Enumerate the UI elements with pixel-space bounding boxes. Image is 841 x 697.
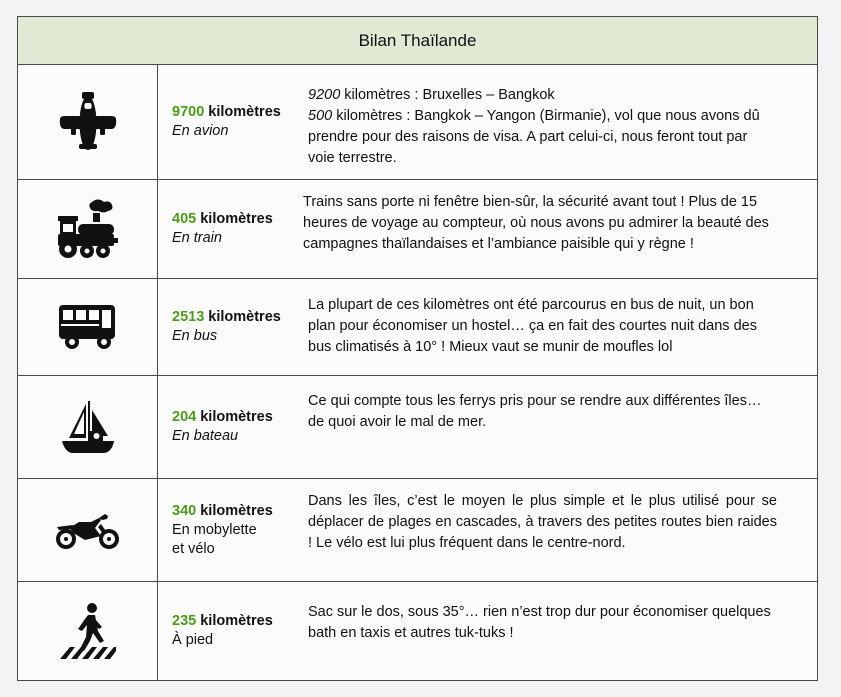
distance-unit: kilomètres bbox=[200, 409, 273, 425]
table-row-plane bbox=[18, 65, 817, 180]
table-title-text: Bilan Thaïlande bbox=[358, 30, 477, 50]
leg-route: kilomètres : Bangkok – Yangon (Birmanie), vol que nous avons dû prendre pour des raisons de visa. A part celui-ci, nous feront tout par voie terrestre. bbox=[308, 108, 760, 166]
travel-summary-table bbox=[17, 16, 818, 681]
distance bbox=[172, 408, 288, 427]
distance-value: 2513 bbox=[172, 309, 205, 325]
distance-unit: kilomètres bbox=[208, 104, 281, 120]
leg-route: kilomètres : Bruxelles – Bangkok bbox=[340, 87, 555, 103]
distance-value: 340 bbox=[172, 502, 197, 519]
distance bbox=[172, 210, 288, 229]
transport-mode: et vélo bbox=[172, 540, 215, 557]
table-title bbox=[18, 17, 817, 65]
distance bbox=[172, 612, 288, 631]
icon-cell bbox=[18, 180, 158, 278]
km-cell bbox=[158, 180, 288, 278]
distance-value: 9700 bbox=[172, 104, 205, 120]
transport-mode: En bateau bbox=[172, 428, 239, 444]
table-row-boat bbox=[18, 376, 817, 479]
km-cell bbox=[158, 65, 288, 179]
table-row-walk bbox=[18, 582, 817, 680]
icon-cell bbox=[18, 582, 158, 680]
km-cell bbox=[158, 279, 288, 375]
motorbike-icon bbox=[55, 510, 121, 550]
description: La plupart de ces kilomètres ont été parcourus en bus de nuit, un bon plan pour économiser un hostel… ça en fait des courtes nuit dans des bus climatisés à 10° ! Mieux vaut se munir de moufles lol bbox=[308, 297, 757, 355]
description-cell bbox=[288, 582, 817, 680]
km-cell bbox=[158, 479, 288, 581]
description bbox=[308, 85, 777, 169]
description-cell bbox=[288, 65, 817, 179]
distance-value: 204 bbox=[172, 409, 197, 425]
transport-mode: En avion bbox=[172, 123, 229, 139]
distance bbox=[172, 502, 288, 521]
icon-cell bbox=[18, 279, 158, 375]
plane-icon bbox=[55, 89, 121, 155]
bus-icon bbox=[57, 302, 119, 352]
pedestrian-icon bbox=[60, 601, 116, 661]
leg-distance: 9200 bbox=[308, 87, 341, 103]
distance-unit: kilomètres bbox=[208, 309, 281, 325]
table-row-train bbox=[18, 180, 817, 279]
transport-mode: En mobylette bbox=[172, 521, 257, 538]
description-cell bbox=[288, 479, 817, 581]
distance-unit: kilomètres bbox=[200, 211, 273, 227]
km-cell bbox=[158, 376, 288, 478]
distance-value: 235 bbox=[172, 613, 197, 629]
table-row-motorbike bbox=[18, 479, 817, 582]
train-icon bbox=[54, 198, 122, 260]
distance-value: 405 bbox=[172, 211, 197, 227]
description: Sac sur le dos, sous 35°… rien n’est trop dur pour économiser quelques bath en taxis et autres tuk-tuks ! bbox=[308, 604, 771, 641]
table-row-bus bbox=[18, 279, 817, 376]
distance-unit: kilomètres bbox=[200, 502, 273, 519]
description-cell bbox=[288, 180, 817, 278]
transport-mode: À pied bbox=[172, 632, 214, 648]
leg-distance: 500 bbox=[308, 108, 333, 124]
distance-unit: kilomètres bbox=[200, 613, 273, 629]
icon-cell bbox=[18, 65, 158, 179]
icon-cell bbox=[18, 479, 158, 581]
distance bbox=[172, 308, 288, 327]
description: Trains sans porte ni fenêtre bien-sûr, la sécurité avant tout ! Plus de 15 heures de voyage au compteur, où nous avons pu admirer la beauté des campagnes thaïlandaises et l’ambiance paisible qui y règne ! bbox=[303, 194, 769, 252]
distance bbox=[172, 103, 288, 122]
transport-mode: En bus bbox=[172, 328, 218, 344]
description-cell bbox=[288, 279, 817, 375]
km-cell bbox=[158, 582, 288, 680]
description: Dans les îles, c’est le moyen le plus simple et le plus utilisé pour se déplacer de plages en cascades, à travers des petites routes bien raides ! Le vélo est lui plus fréquent dans le centre-nord. bbox=[308, 493, 777, 551]
sailboat-icon bbox=[60, 396, 116, 458]
transport-mode: En train bbox=[172, 230, 222, 246]
description-cell bbox=[288, 376, 817, 478]
icon-cell bbox=[18, 376, 158, 478]
description: Ce qui compte tous les ferrys pris pour se rendre aux différentes îles… de quoi avoir le mal de mer. bbox=[308, 393, 762, 430]
